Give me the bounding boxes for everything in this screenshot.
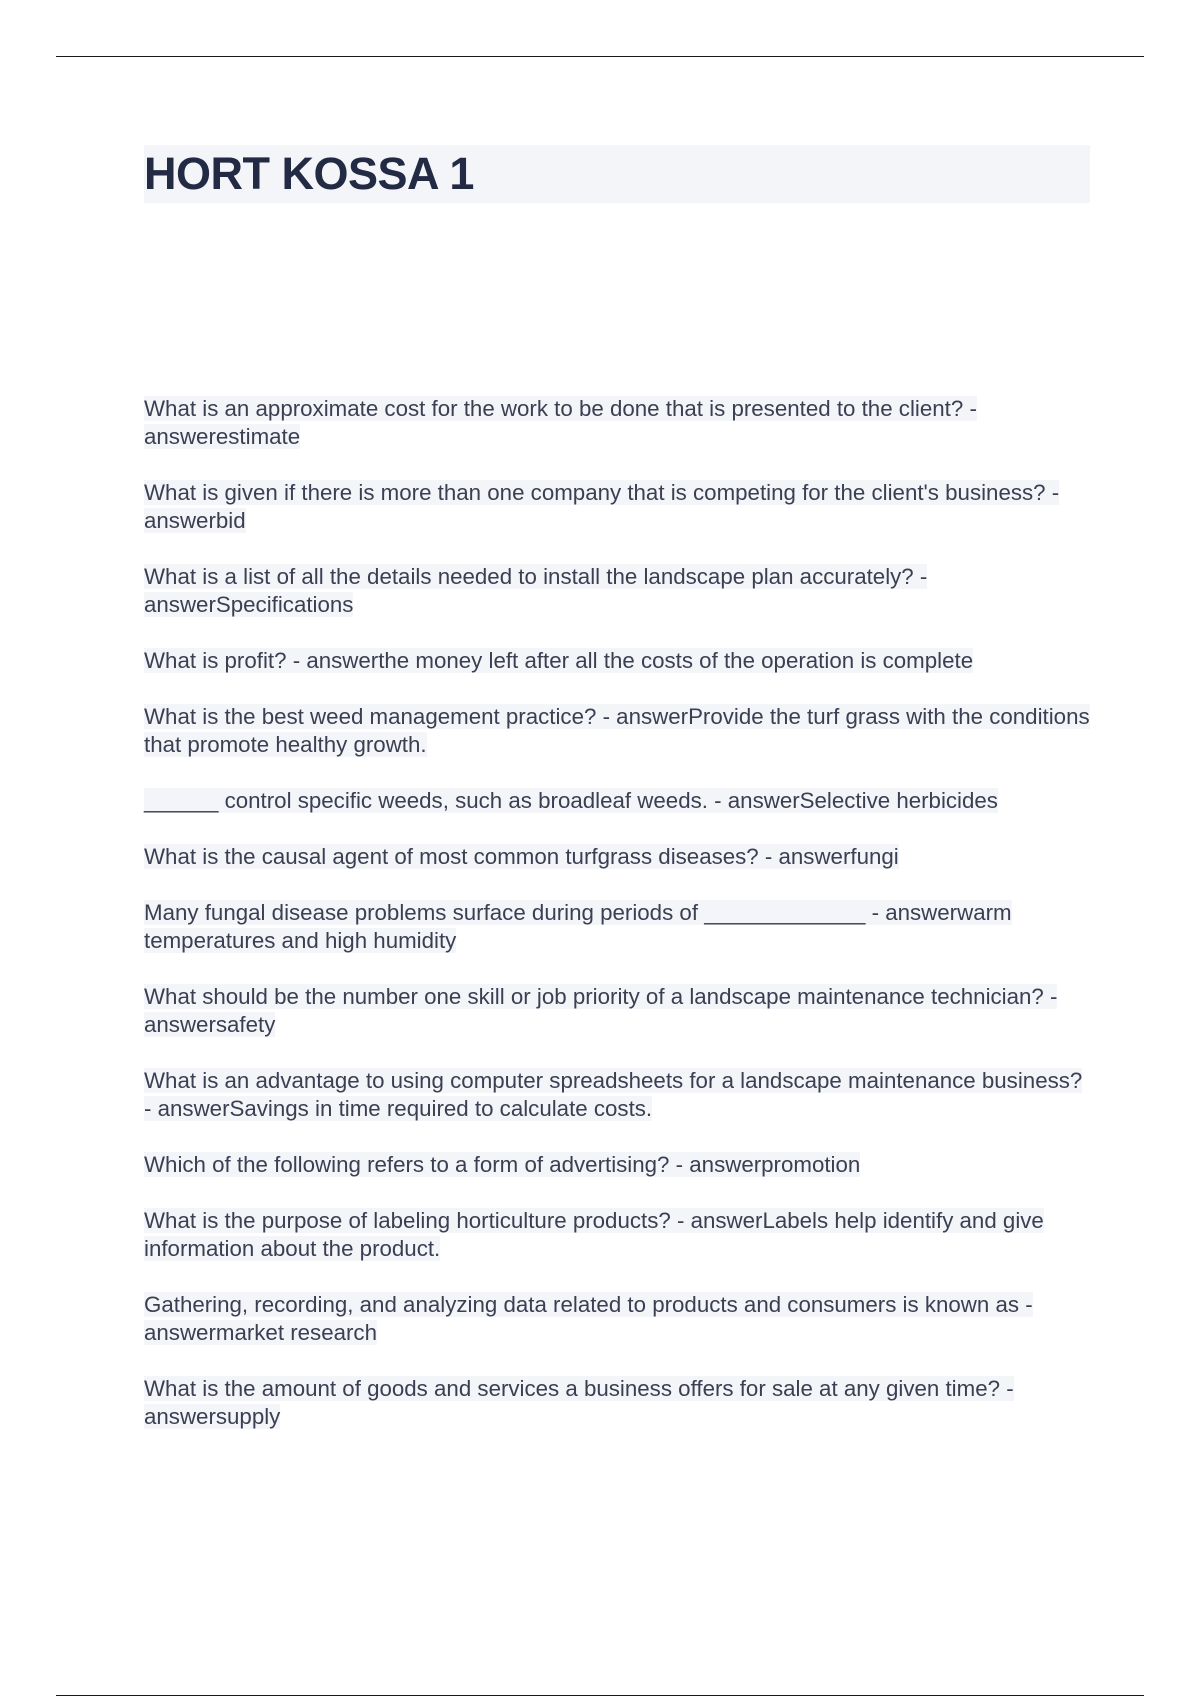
qa-item: [144, 1067, 1094, 1123]
qa-text: What is an advantage to using computer spreadsheets for a landscape maintenance business? - answerSavings in time required to calculate costs.: [144, 1068, 1083, 1121]
qa-item: [144, 1207, 1094, 1263]
qa-item: [144, 1151, 1094, 1179]
qa-text: Gathering, recording, and analyzing data related to products and consumers is known as - answermarket research: [144, 1292, 1033, 1345]
header-rule: [56, 56, 1144, 57]
qa-item: [144, 1291, 1094, 1347]
qa-text: What is the causal agent of most common turfgrass diseases? - answerfungi: [144, 844, 899, 869]
qa-item: [144, 479, 1094, 535]
qa-text: What is the purpose of labeling horticulture products? - answerLabels help identify and give information about the product.: [144, 1208, 1044, 1261]
qa-text: What is the best weed management practice? - answerProvide the turf grass with the conditions that promote healthy growth.: [144, 704, 1090, 757]
qa-text: What is an approximate cost for the work to be done that is presented to the client? - answerestimate: [144, 396, 977, 449]
qa-item: [144, 787, 1094, 815]
qa-item: [144, 395, 1094, 451]
qa-item: [144, 843, 1094, 871]
qa-item: [144, 647, 1094, 675]
qa-item: [144, 1375, 1094, 1431]
qa-text: ______ control specific weeds, such as broadleaf weeds. - answerSelective herbicides: [144, 788, 998, 813]
qa-text: What is a list of all the details needed to install the landscape plan accurately? - answerSpecifications: [144, 564, 928, 617]
qa-text: What is the amount of goods and services a business offers for sale at any given time? - answersupply: [144, 1376, 1014, 1429]
qa-text: Many fungal disease problems surface during periods of _____________ - answerwarm temperatures and high humidity: [144, 900, 1012, 953]
qa-text: What is profit? - answerthe money left after all the costs of the operation is complete: [144, 648, 974, 673]
qa-item: [144, 563, 1094, 619]
title-block: [144, 145, 1090, 203]
qa-text: What should be the number one skill or job priority of a landscape maintenance technician? - answersafety: [144, 984, 1058, 1037]
qa-item: [144, 899, 1094, 955]
qa-item: [144, 703, 1094, 759]
qa-text: What is given if there is more than one company that is competing for the client's business? - answerbid: [144, 480, 1060, 533]
qa-item: [144, 983, 1094, 1039]
qa-list: [144, 395, 1094, 1459]
footer-rule: [56, 1695, 1144, 1696]
qa-text: Which of the following refers to a form of advertising? - answerpromotion: [144, 1152, 861, 1177]
page-title: HORT KOSSA 1: [144, 148, 474, 199]
